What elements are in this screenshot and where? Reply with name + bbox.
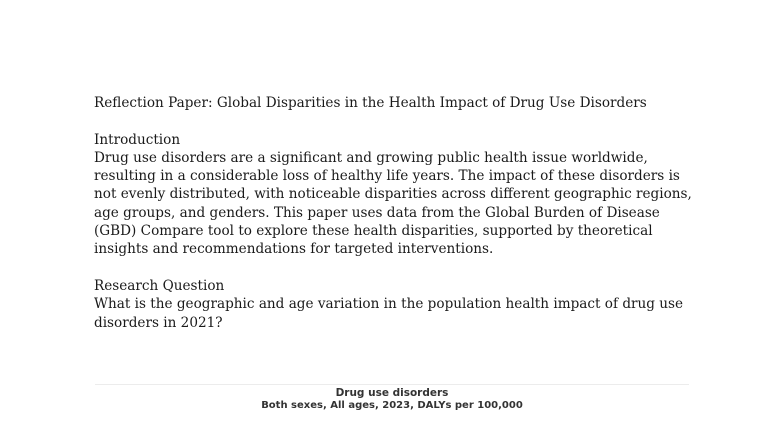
paragraph-spacer xyxy=(94,112,694,130)
document-title: Reflection Paper: Global Disparities in the Health Impact of Drug Use Disorders xyxy=(94,95,647,111)
chart-title: Drug use disorders xyxy=(335,387,449,399)
figure-divider xyxy=(95,384,689,385)
research-question-heading: Research Question xyxy=(94,277,225,294)
document-body xyxy=(94,94,694,332)
introduction-heading: Introduction xyxy=(94,131,181,148)
paragraph-spacer xyxy=(94,259,694,277)
embedded-chart-header xyxy=(95,387,689,412)
introduction-paragraph: Drug use disorders are a significant and growing public health issue worldwide, resulting in a considerable loss of healthy life years. The impact of these disorders is not evenly distributed, with noticeable disparities across different geographic regions, age groups, and genders. This paper uses data from the Global Burden of Disease (GBD) Compare tool to explore these health disparities, supported by theoretical insights and recommendations for targeted interventions. xyxy=(94,149,692,258)
research-question-paragraph: What is the geographic and age variation in the population health impact of drug use disorders in 2021? xyxy=(94,296,684,331)
chart-subtitle: Both sexes, All ages, 2023, DALYs per 100,000 xyxy=(261,399,523,411)
